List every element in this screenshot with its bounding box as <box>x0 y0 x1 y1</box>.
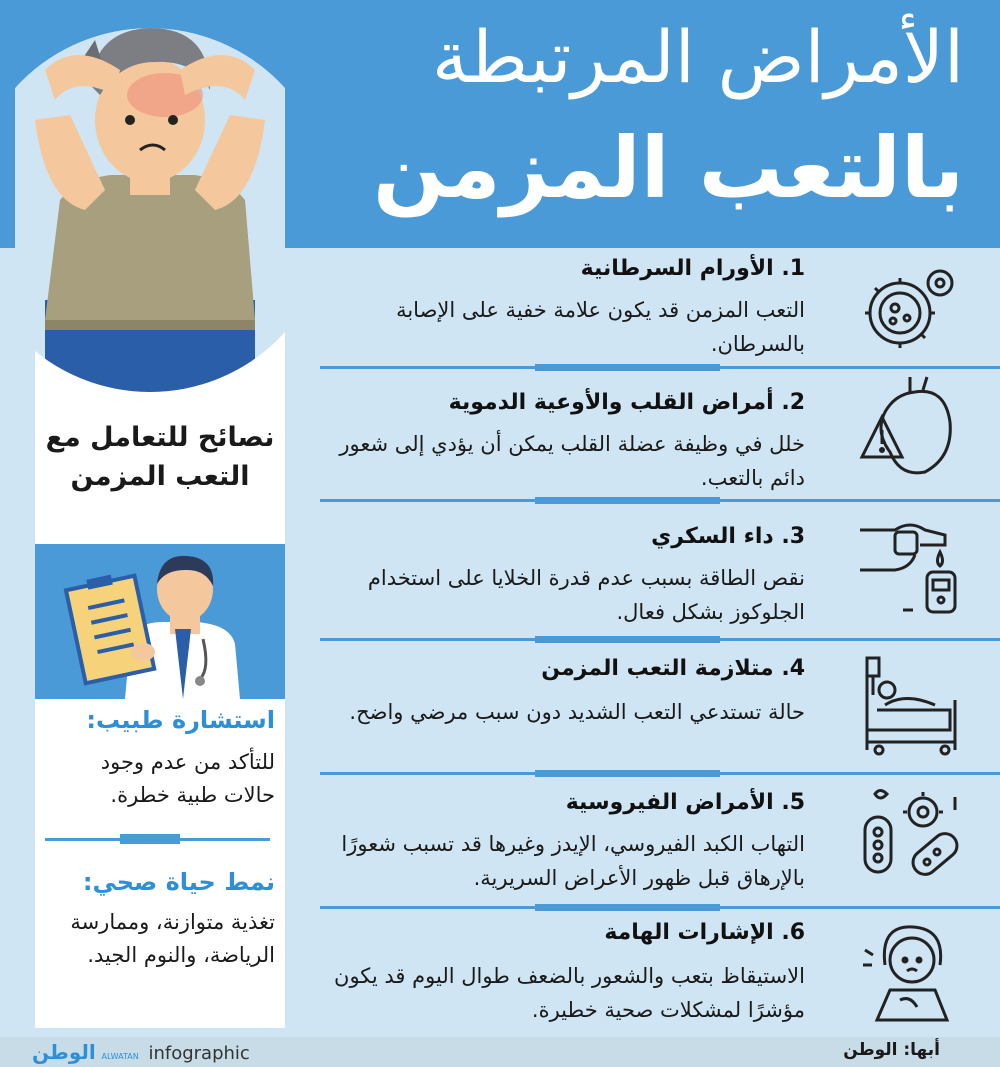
source-credit: أبها: الوطن <box>843 1040 940 1060</box>
page-title-line1: الأمراض المرتبطة <box>431 15 964 99</box>
sick-person-icon <box>855 915 965 1025</box>
tired-man-illustration <box>15 0 285 395</box>
item-title-signs: 6. الإشارات الهامة <box>604 920 805 945</box>
tip-body-lifestyle: تغذية متوازنة، وممارسة الرياضة، والنوم الجيد. <box>70 910 275 967</box>
heart-warning-icon <box>855 372 965 482</box>
item-title-cfs: 4. متلازمة التعب المزمن <box>541 656 805 681</box>
tip-body-doctor: للتأكد من عدم وجود حالات طبية خطرة. <box>100 750 275 807</box>
tip-divider-accent <box>120 834 180 844</box>
hospital-bed-icon <box>855 650 965 760</box>
item-title-heart: 2. أمراض القلب والأوعية الدموية <box>448 390 805 415</box>
item-divider-accent <box>535 904 720 911</box>
item-body-viral: التهاب الكبد الفيروسي، الإيدز وغيرها قد تسبب شعورًا بالإرهاق قبل ظهور الأعراض السريرية. <box>341 832 805 890</box>
item-body-cancer: التعب المزمن قد يكون علامة خفية على الإصابة بالسرطان. <box>396 298 805 356</box>
item-body-heart: خلل في وظيفة عضلة القلب يمكن أن يؤدي إلى شعور دائم بالتعب. <box>339 432 805 490</box>
item-divider-accent <box>535 636 720 643</box>
tips-heading: نصائح للتعامل مع التعب المزمن <box>45 422 275 493</box>
page-title-line2: بالتعب المزمن <box>373 119 964 217</box>
logo-subtitle: ALWATAN <box>101 1052 139 1061</box>
footer-brand <box>32 1040 250 1064</box>
item-title-cancer: 1. الأورام السرطانية <box>580 256 805 281</box>
glucose-meter-icon <box>855 510 965 620</box>
item-title-diabetes: 3. داء السكري <box>651 524 805 549</box>
virus-icon <box>855 782 965 892</box>
infographic-label: infographic <box>148 1043 250 1064</box>
tip-title-doctor: استشارة طبيب: <box>86 706 275 734</box>
item-divider-accent <box>535 770 720 777</box>
item-divider-accent <box>535 364 720 371</box>
cancer-cell-icon <box>855 258 965 368</box>
doctor-illustration <box>35 544 285 699</box>
item-title-viral: 5. الأمراض الفيروسية <box>565 790 805 815</box>
item-divider-accent <box>535 497 720 504</box>
item-body-diabetes: نقص الطاقة بسبب عدم قدرة الخلايا على استخدام الجلوكوز بشكل فعال. <box>367 566 805 624</box>
tip-title-lifestyle: نمط حياة صحي: <box>82 868 275 896</box>
logo-text: الوطن <box>32 1040 96 1064</box>
item-body-cfs: حالة تستدعي التعب الشديد دون سبب مرضي واضح. <box>349 700 805 724</box>
item-body-signs: الاستيقاظ بتعب والشعور بالضعف طوال اليوم قد يكون مؤشرًا لمشكلات صحية خطيرة. <box>334 964 805 1022</box>
